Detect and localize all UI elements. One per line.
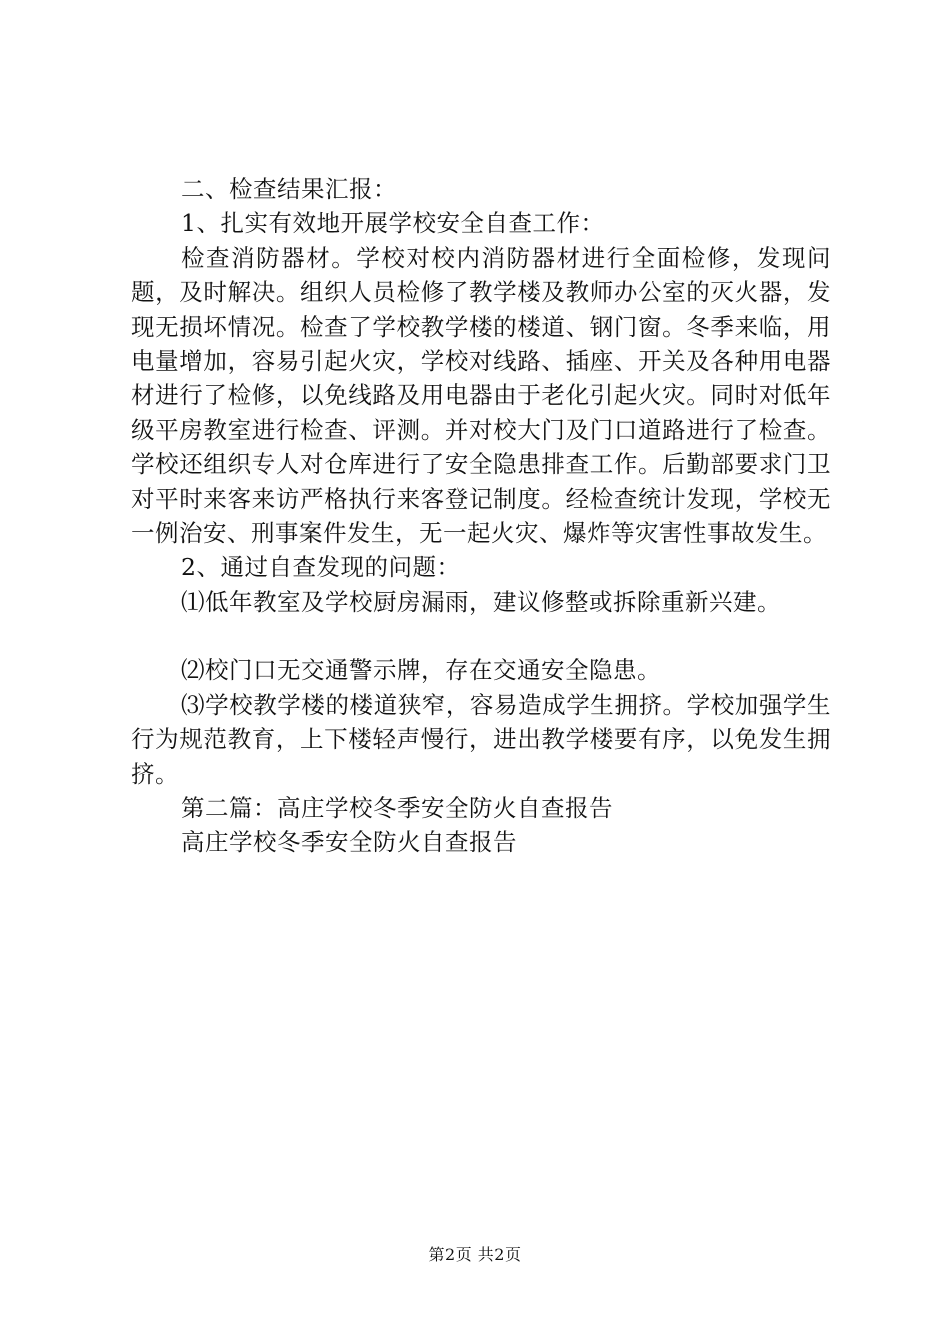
part2-subtitle: 高庄学校冬季安全防火自查报告 <box>181 828 517 857</box>
problem-item-3: ⑶学校教学楼的楼道狭窄，容易造成学生拥挤。学校加强学生行为规范教育，上下楼轻声慢行，进出教学楼要有序，以免发生拥挤。 <box>131 690 831 788</box>
part2-title: 第二篇：高庄学校冬季安全防火自查报告 <box>181 793 613 822</box>
section-heading: 二、检查结果汇报： <box>181 175 397 203</box>
item2-heading: 2、通过自查发现的问题： <box>181 553 461 582</box>
problem-item-1: ⑴低年教室及学校厨房漏雨，建议修整或拆除重新兴建。 <box>181 587 781 616</box>
item1-heading: 1、扎实有效地开展学校安全自查工作： <box>181 209 605 238</box>
item1-body-paragraph: 检查消防器材。学校对校内消防器材进行全面检修，发现问题，及时解决。组织人员检修了教学楼及教师办公室的灭火器，发现无损坏情况。检查了学校教学楼的楼道、钢门窗。冬季来临，用电量增加，容易引起火灾，学校对线路、插座、开关及各种用电器材进行了检修，以免线路及用电器由于老化引起火灾。同时对低年级平房教室进行检查、评测。并对校大门及门口道路进行了检查。学校还组织专人对仓库进行了安全隐患排查工作。后勤部要求门卫对平时来客来访严格执行来客登记制度。经检查统计发现，学校无一例治安、刑事案件发生，无一起火灾、爆炸等灾害性事故发生。 <box>131 243 831 548</box>
page-footer <box>0 1243 950 1267</box>
page-number-label: 第2页 共2页 <box>428 1245 522 1264</box>
problem-item-2: ⑵校门口无交通警示牌，存在交通安全隐患。 <box>181 656 661 685</box>
document-body <box>131 172 831 860</box>
